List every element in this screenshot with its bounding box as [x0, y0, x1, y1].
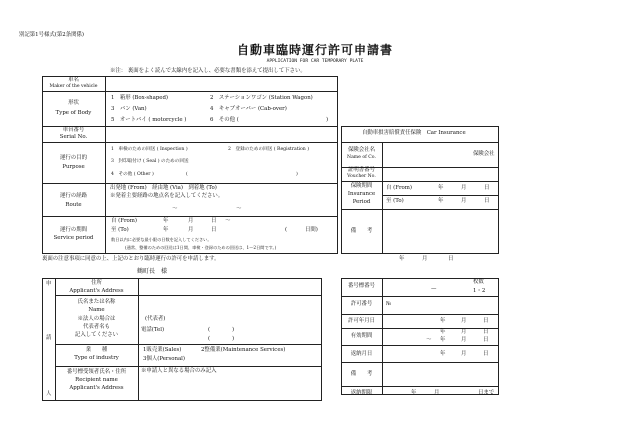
period-note-2: (通常、整備のための回送は1日間、車検・登録のための回送は、1～2日間です。) — [125, 245, 277, 250]
serial-label-en: Serial No. — [59, 134, 88, 140]
insurance-period-label-en1: Insurance — [347, 191, 376, 197]
tel-paren-close-1: ) — [232, 327, 235, 333]
industry-option-3[interactable]: 3個人(Personal) — [143, 356, 185, 362]
valid-to-month: 月 — [461, 337, 467, 343]
valid-tilde: ～ — [426, 337, 432, 343]
recipient-label-en-1: Recipient name — [75, 377, 118, 383]
industry-label: 業 種 — [85, 347, 108, 353]
purpose-option-4[interactable]: 4 その他 ( Other ) — [111, 172, 154, 177]
sheets-label: 枚数 — [473, 279, 484, 285]
return-date-label: 返納月日 — [350, 351, 373, 357]
purpose-option-2[interactable]: 2 登録のための回送 ( Registration ) — [228, 147, 309, 152]
period-label-en: Service period — [53, 235, 94, 241]
insurance-from: 自 (From) — [386, 185, 412, 191]
application-month-label: 月 — [422, 256, 428, 262]
period-to-day: 日 — [211, 227, 217, 233]
applicant-side-3: 人 — [46, 391, 52, 397]
body-option-5[interactable]: 5 オートバイ ( motorcycle ) — [111, 117, 187, 123]
permit-number-mark: № — [386, 301, 392, 307]
period-from: 自 (From) — [111, 218, 137, 224]
plate-number-label: 番号標番号 — [348, 283, 375, 289]
valid-to-year: 年 — [440, 337, 446, 343]
body-type-label-en: Type of Body — [55, 110, 92, 116]
addressee: 鶴町長 様 — [137, 268, 168, 275]
tel-paren-close-2: ) — [232, 336, 235, 342]
form-number: 別記第1号様式(第2条関係) — [19, 32, 84, 38]
body-option-4[interactable]: 4 キャブオーバー (Cab-over) — [210, 106, 287, 112]
tel-paren-open-2: ( — [208, 336, 211, 342]
route-label: 運行の経路 — [60, 193, 87, 199]
industry-label-en: Type of industry — [74, 355, 119, 361]
serial-label: 車台番号 — [62, 127, 85, 133]
body-type-label: 形状 — [68, 100, 79, 106]
period-from-month: 月 — [188, 218, 194, 224]
insurance-company-label-en: Name of Co. — [347, 155, 376, 160]
purpose-label: 運行の目的 — [60, 155, 87, 161]
return-deadline-year: 年 — [411, 390, 417, 396]
return-date-month: 月 — [461, 351, 467, 357]
plate-dash: — — [431, 286, 437, 292]
period-to-year: 年 — [163, 227, 169, 233]
instruction-note: ※注： 裏面をよく読んで太線内を記入し、必要な書類を添えて提出して下さい。 — [110, 68, 306, 74]
insurance-from-month: 月 — [461, 185, 467, 191]
period-to: 至 (To) — [111, 227, 129, 233]
applicant-name-note-3: 記入してください — [74, 332, 119, 338]
purpose-option-4-open: ( — [186, 172, 188, 177]
office-remarks-label: 備 考 — [350, 371, 373, 377]
vehicle-name-label: 車名 — [68, 77, 79, 83]
insurance-from-year: 年 — [438, 185, 444, 191]
applicant-address-label-en: Applicant's Address — [69, 288, 124, 294]
tel-paren-open-1: ( — [208, 327, 211, 333]
permit-date-day: 日 — [483, 318, 489, 324]
body-option-6-close: ) — [326, 117, 329, 123]
route-tilde-2: ～ — [236, 206, 242, 212]
purpose-option-4-close: ) — [296, 172, 298, 177]
insurance-period-label: 保険期間 — [350, 183, 373, 189]
application-day-label: 日 — [448, 256, 454, 262]
page-title: 自動車臨時運行許可申請書 — [236, 43, 393, 57]
recipient-label-en-2: Applicant's Address — [69, 385, 124, 391]
applicant-name-label: 氏名または名称 — [77, 299, 116, 305]
insurance-to: 至 (To) — [386, 198, 404, 204]
page-subtitle: APPLICATION FOR CAR TEMPORARY PLATE — [266, 59, 364, 64]
body-option-3[interactable]: 3 バン (Van) — [111, 106, 147, 112]
body-option-2[interactable]: 2 ステーションワゴン (Station Wagon) — [210, 95, 313, 101]
period-days: ( 日間) — [285, 227, 318, 233]
body-option-6[interactable]: 6 その他 ( — [210, 117, 239, 123]
applicant-side-1: 申 — [46, 281, 52, 287]
vehicle-name-label-en: Maker of the vehicle — [49, 84, 98, 89]
valid-from-year: 年 — [440, 329, 446, 335]
period-from-year: 年 — [163, 218, 169, 224]
valid-from-day: 日 — [483, 329, 489, 335]
insurance-to-month: 月 — [461, 198, 467, 204]
insurance-company-suffix: 保険会社 — [473, 151, 495, 157]
purpose-option-1[interactable]: 1 車検のための回送 ( Inspection ) — [111, 147, 188, 152]
insurance-company-label: 保険会社名 — [348, 147, 375, 153]
valid-to-day: 日 — [483, 337, 489, 343]
route-tilde-1: ～ — [172, 206, 178, 212]
period-note-1: 数日以内に必要な最小限の日数を記入してください。 — [111, 237, 212, 242]
applicant-address-label: 住所 — [91, 280, 102, 286]
recipient-note: ※申請人と異なる場合のみ記入 — [141, 368, 217, 374]
tel-label: 電話(Tel) — [141, 327, 165, 333]
route-from-via-to: 出発地 (From) 経由地 (Via) 到着地 (To) — [110, 185, 217, 191]
return-deadline-until: 日まで — [478, 390, 495, 396]
insurance-remarks-label: 備 考 — [350, 228, 373, 234]
insurance-box — [341, 126, 499, 254]
representative-label: (代表者) — [145, 316, 166, 322]
industry-option-1[interactable]: 1販売業(Sales) — [143, 347, 182, 353]
return-date-day: 日 — [483, 351, 489, 357]
application-statement: 裏面の注意事項に同意の上、上記のとおり臨時運行の許可を申請します。 — [42, 256, 220, 262]
period-to-month: 月 — [188, 227, 194, 233]
insurance-cert-label: 証明書番号 — [348, 167, 375, 173]
insurance-from-day: 日 — [484, 185, 490, 191]
industry-option-2[interactable]: 2整備業(Maintenance Services) — [201, 347, 286, 353]
permit-number-label: 許可番号 — [350, 301, 373, 307]
insurance-cert-label-en: Voucher No. — [347, 174, 376, 179]
sheet-count: 1・2 — [473, 288, 486, 294]
applicant-name-note-1: ※法人の場合は — [77, 316, 116, 322]
application-year-label: 年 — [399, 256, 405, 262]
return-deadline-label: 返納期限 — [350, 390, 373, 396]
insurance-header: 自動車損害賠償責任保険 Car Insurance — [362, 130, 466, 136]
insurance-to-year: 年 — [438, 198, 444, 204]
permit-date-label: 許可年月日 — [348, 318, 375, 324]
recipient-label: 番号標受領者氏名・住所 — [66, 369, 127, 375]
route-note: ※発着主要経路の地点名を記入してください。 — [110, 193, 224, 199]
route-label-en: Route — [65, 202, 82, 208]
body-option-1[interactable]: 1 箱形 (Box-shaped) — [111, 95, 169, 101]
return-deadline-month: 月 — [434, 390, 440, 396]
return-date-year: 年 — [440, 351, 446, 357]
insurance-period-label-en2: Period — [352, 199, 371, 205]
applicant-side-2: 請 — [46, 335, 52, 341]
period-label: 運行の期間 — [60, 227, 87, 233]
valid-period-label: 有効期間 — [350, 333, 373, 339]
period-tilde: ～ — [225, 218, 231, 224]
applicant-name-note-2: 代表者名も — [83, 324, 110, 330]
permit-date-year: 年 — [440, 318, 446, 324]
purpose-option-3[interactable]: 3 封印取付け ( Seal ) のための回送 — [111, 159, 189, 164]
applicant-name-label-en: Name — [88, 307, 105, 313]
valid-from-month: 月 — [461, 329, 467, 335]
permit-date-month: 月 — [461, 318, 467, 324]
purpose-label-en: Purpose — [62, 164, 85, 170]
insurance-to-day: 日 — [484, 198, 490, 204]
period-from-day: 日 — [211, 218, 217, 224]
